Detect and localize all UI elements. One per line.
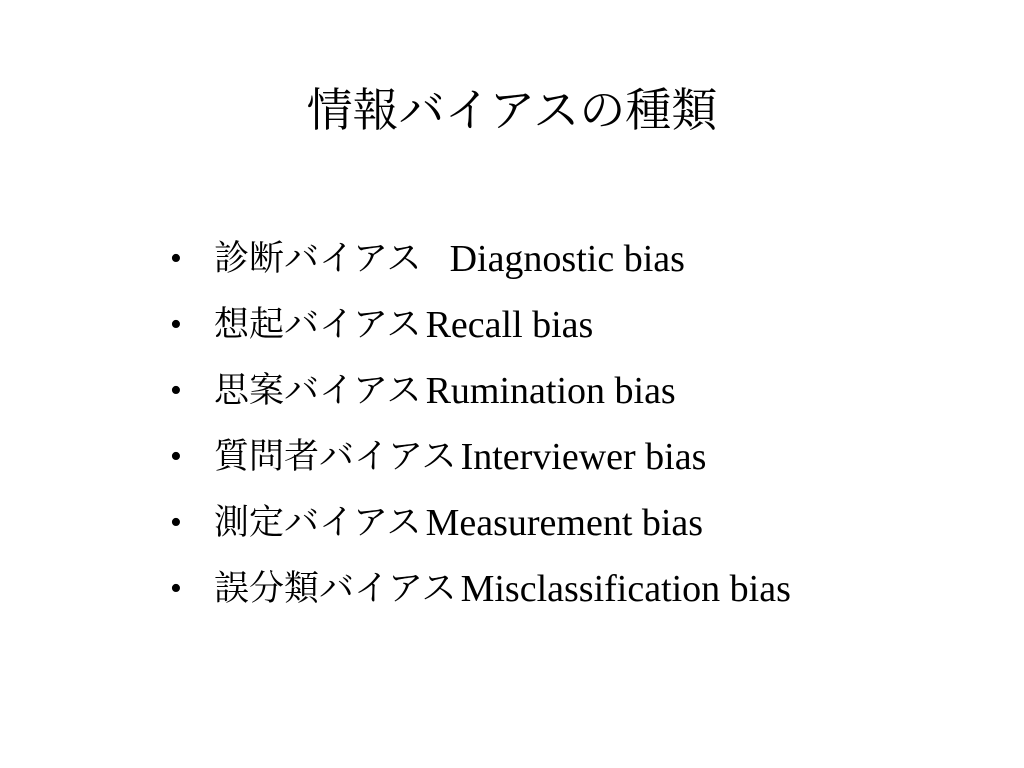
bullet-icon: • [170, 306, 182, 343]
bullet-icon: • [170, 504, 182, 541]
item-japanese-label: 診断バイアス [214, 239, 422, 279]
slide-title: 情報バイアスの種類 [306, 83, 718, 137]
item-japanese-label: 誤分類バイアス [214, 569, 457, 609]
list-item-diagnostic [170, 230, 791, 296]
item-english-label: Rumination bias [425, 370, 676, 412]
bullet-icon: • [170, 372, 182, 409]
item-japanese-label: 質問者バイアス [214, 437, 457, 477]
list-item-rumination [170, 362, 791, 428]
item-english-label: Recall bias [425, 304, 594, 346]
list-item-misclassification [170, 560, 791, 626]
item-english-label: Interviewer bias [460, 436, 707, 478]
item-english-label: Measurement bias [425, 502, 704, 544]
item-english-label: Misclassification bias [460, 568, 791, 610]
list-item-measurement [170, 494, 791, 560]
bias-list [170, 230, 791, 626]
item-japanese-label: 思案バイアス [214, 371, 422, 411]
bullet-icon: • [170, 570, 182, 607]
list-item-interviewer [170, 428, 791, 494]
item-english-label: Diagnostic bias [449, 238, 685, 280]
bullet-icon: • [170, 240, 182, 277]
bullet-icon: • [170, 438, 182, 475]
item-japanese-label: 測定バイアス [214, 503, 422, 543]
list-item-recall [170, 296, 791, 362]
item-japanese-label: 想起バイアス [214, 305, 422, 345]
